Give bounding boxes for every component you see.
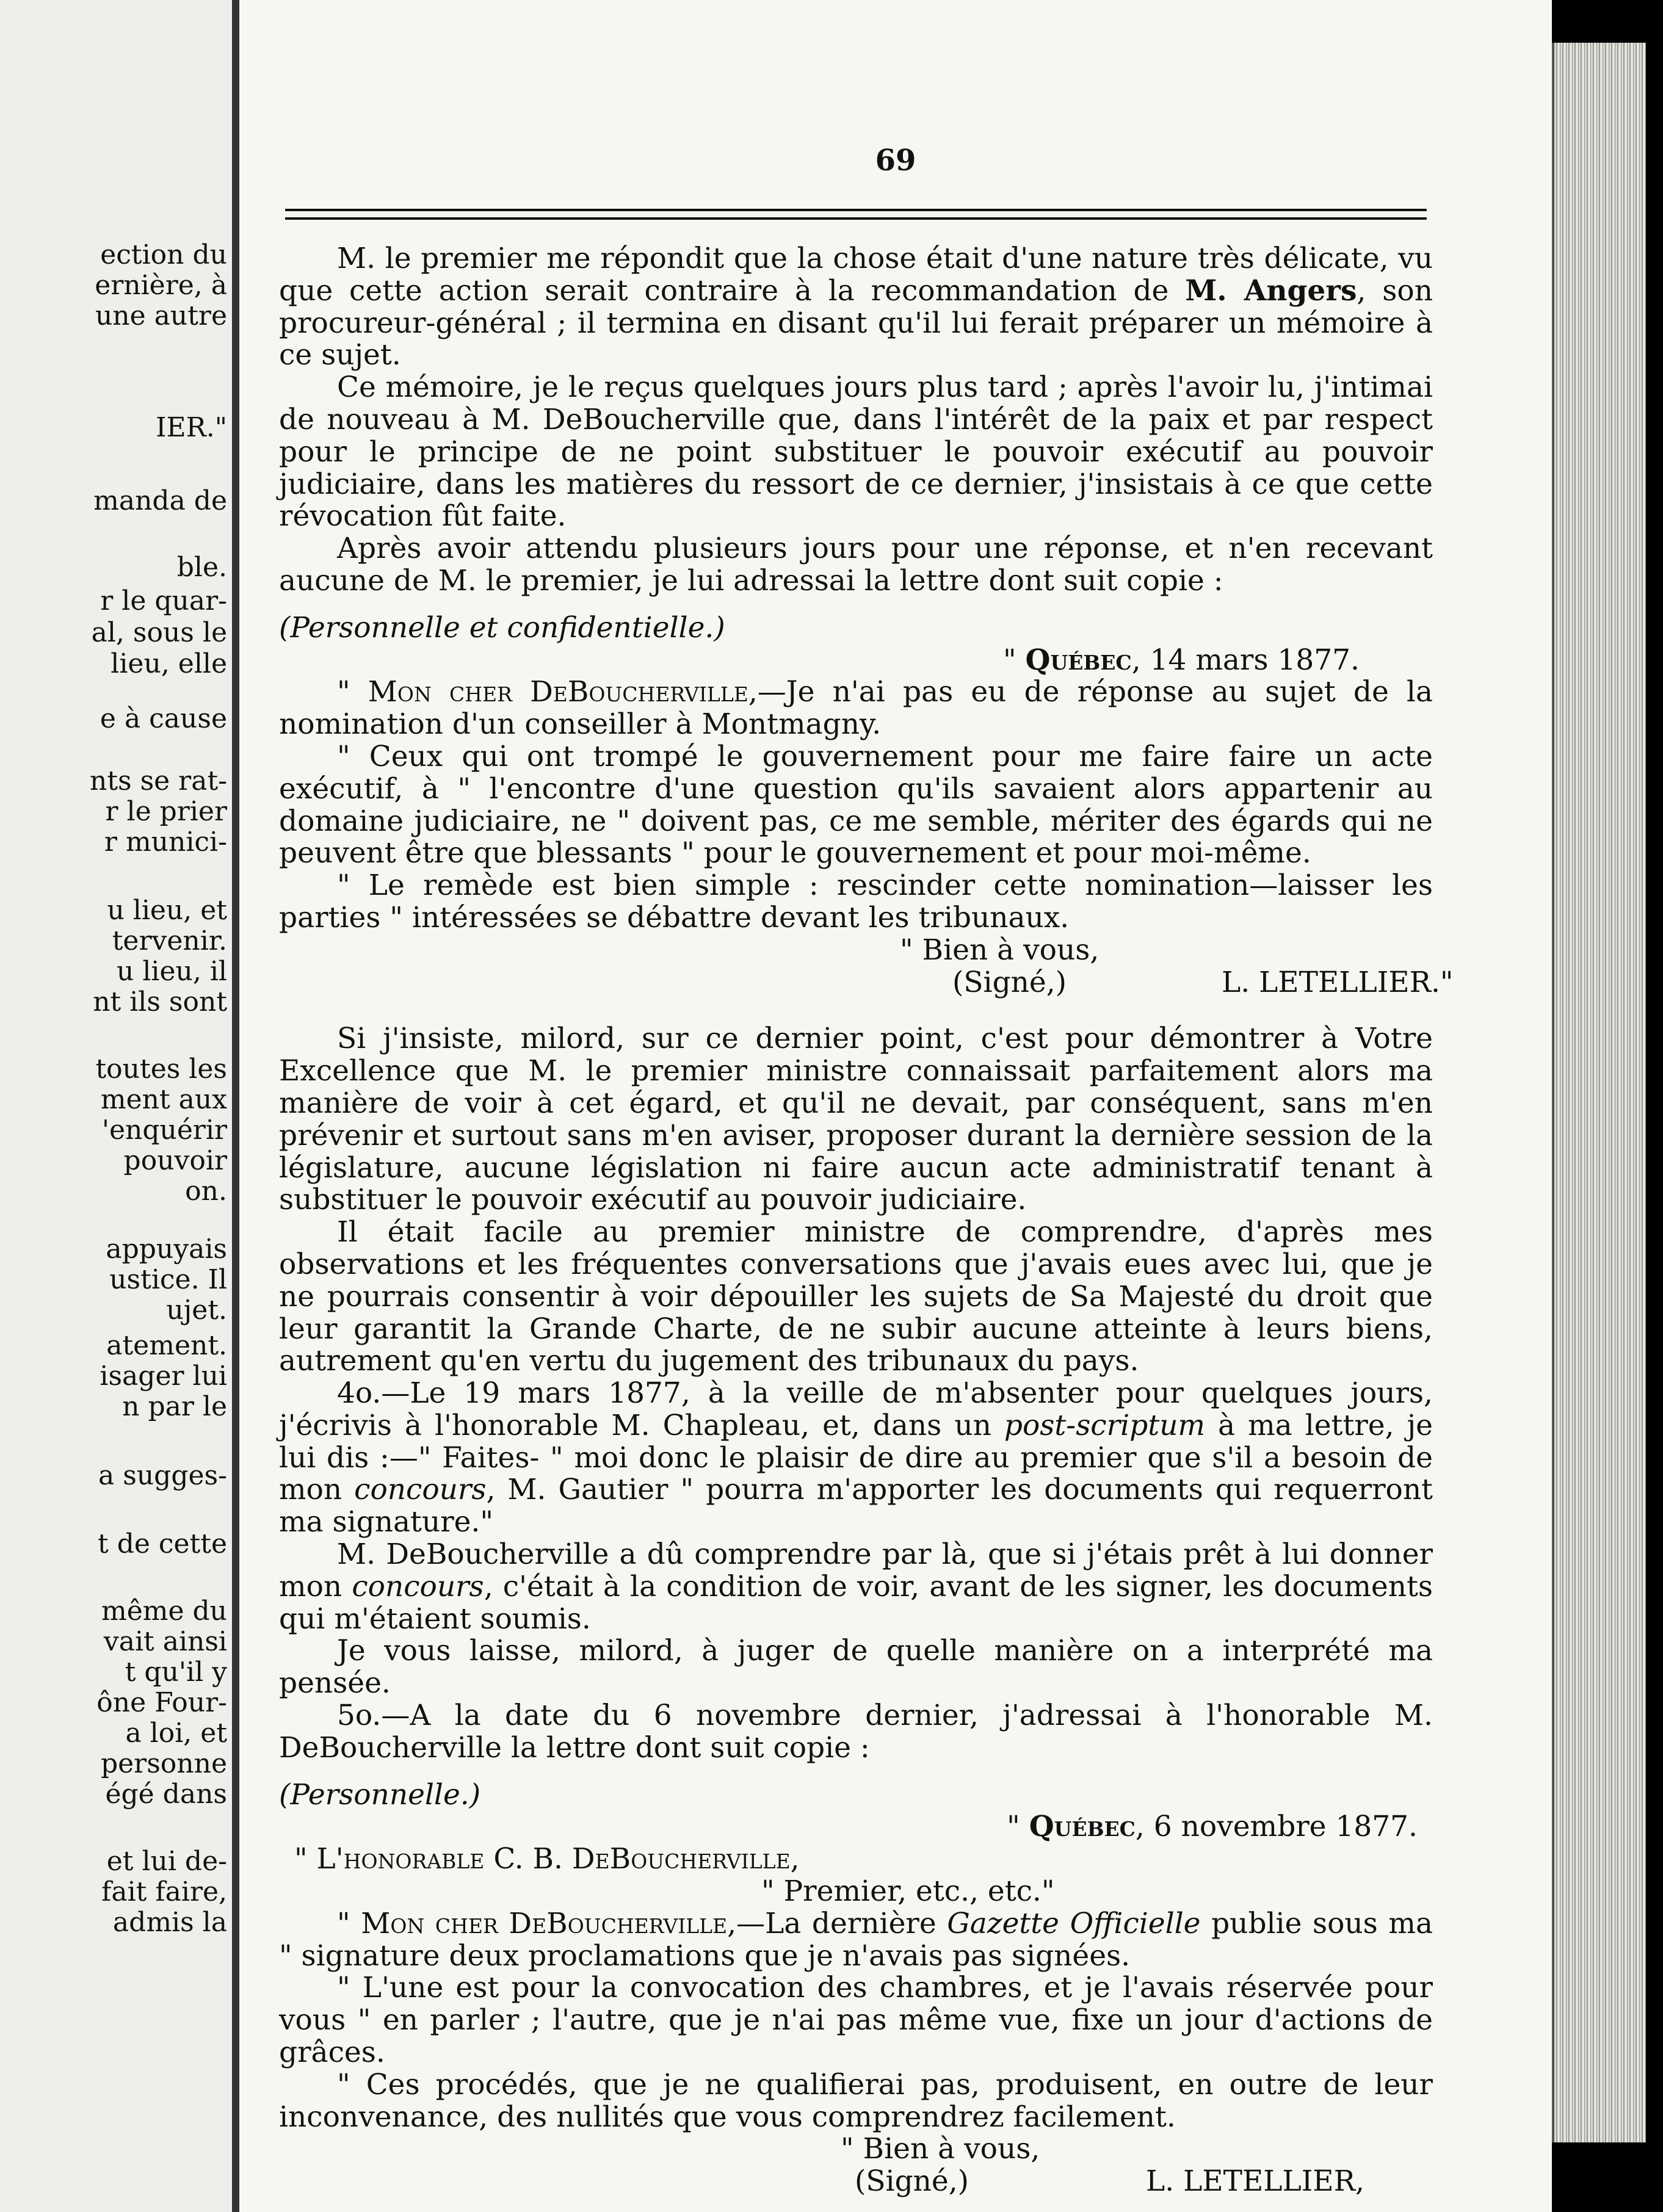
book-gutter (232, 0, 239, 2212)
paragraph-4: Si j'insiste, milord, sur ce dernier point, c'est pour démontrer à Votre Excellence que M. le premier ministre connaissait parfaitement alors ma manière de voir à cet égard, et qu'il ne devait, par conséquent, sans m'en prévenir et surtout sans m'en aviser, proposer durant la dernière session de la législature, aucune législation ni faire aucun acte administratif tenant à substituer le pouvoir exécutif au pouvoir judiciaire. (279, 1022, 1433, 1217)
left-page-line: une autre (95, 300, 227, 331)
left-page-line: r le quar- (100, 585, 227, 616)
paragraph-9: 5o.—A la date du 6 novembre dernier, j'adressai à l'honorable M. DeBoucherville la lettre dont suit copie : (279, 1699, 1433, 1765)
left-page-line: fait faire, (101, 1876, 227, 1907)
paragraph-8: Je vous laisse, milord, à juger de quelle manière on a interprété ma pensée. (279, 1634, 1433, 1701)
left-page-line: toutes les (95, 1054, 227, 1085)
main-page (239, 0, 1552, 2212)
header-double-rule (285, 209, 1427, 220)
left-page-line: pouvoir (123, 1145, 227, 1176)
left-page-line: IER." (156, 412, 227, 443)
left-page-line: e à cause (100, 703, 227, 734)
left-page-line: on. (185, 1176, 227, 1207)
letter2-addressee-title: " Premier, etc., etc." (761, 1874, 1055, 1909)
paragraph-1: M. le premier me répondit que la chose était d'une nature très délicate, vu que cette action serait contraire à la recommandation de M. Angers, son procureur-général ; il termina en disant qu'il lui ferait préparer un mémoire à ce sujet. (279, 242, 1433, 372)
left-page-line: ône Four- (96, 1687, 227, 1718)
letter2-paragraph-3: " Ces procédés, que je ne qualifierai pas, produisent, en outre de leur inconvenance, des nullités que vous comprendrez facilement. (279, 2067, 1433, 2134)
left-page-line: atement. (106, 1330, 227, 1361)
page-text (279, 242, 1454, 2199)
left-page-line: nt ils sont (93, 986, 227, 1017)
left-page-line: manda de (93, 485, 227, 516)
left-page-line: vait ainsi (103, 1626, 227, 1657)
left-page-line: ble. (176, 552, 227, 583)
letter2-addressee: " L'honorable C. B. DeBoucherville, (294, 1842, 800, 1876)
paragraph-7: M. DeBoucherville a dû comprendre par là, que si j'étais prêt à lui donner mon concours, c'était à la condition de voir, avant de les signer, les documents qui m'étaient soumis. (279, 1538, 1433, 1636)
left-page-line: al, sous le (91, 617, 227, 648)
left-page-line: nts se rat- (89, 765, 227, 797)
left-page-line: même du (101, 1596, 227, 1627)
left-page-line: admis la (112, 1907, 227, 1938)
letter2-heading: (Personnelle.) (279, 1777, 481, 1812)
letter1-paragraph-1: " Mon cher DeBoucherville,—Je n'ai pas eu de réponse au sujet de la nomination d'un conseiller à Montmagny. (279, 675, 1433, 742)
left-page-line: ustice. Il (109, 1264, 227, 1295)
letter1-closing: " Bien à vous, (900, 933, 1100, 967)
letter2-signature: (Signé,) L. LETELLIER, (855, 2164, 1364, 2199)
left-page-line: r munici- (104, 826, 227, 858)
left-page-line: t qu'il y (125, 1657, 227, 1688)
book-page-edges (1552, 43, 1646, 2142)
left-facing-page (0, 0, 232, 2212)
left-page-line: r le prier (105, 796, 227, 827)
left-page-line: lieu, elle (111, 648, 227, 679)
letter1-paragraph-3: " Le remède est bien simple : rescinder cette nomination—laisser les parties " intéressées se débattre devant les tribunaux. (279, 869, 1433, 934)
left-page-line: a loi, et (125, 1718, 227, 1749)
left-page-line: ernière, à (95, 270, 227, 301)
left-page-line: et lui de- (106, 1846, 227, 1877)
paragraph-3: Après avoir attendu plusieurs jours pour une réponse, et n'en recevant aucune de M. le premier, je lui adressai la lettre dont suit copie : (279, 532, 1433, 598)
left-page-line: appuyais (106, 1234, 227, 1265)
left-page-line: ection du (100, 239, 227, 270)
page-number: 69 (875, 143, 916, 178)
letter2-paragraph-2: " L'une est pour la convocation des chambres, et je l'avais réservée pour vous " en parler ; l'autre, que je n'ai pas même vue, fixe un jour d'actions de grâces. (279, 1971, 1433, 2070)
left-page-line: égé dans (105, 1779, 227, 1810)
left-page-line: t de cette (98, 1528, 227, 1560)
left-page-line: personne (100, 1748, 227, 1779)
letter2-paragraph-1: " Mon cher DeBoucherville,—La dernière Gazette Officielle publie sous ma " signature deux proclamations que je n'avais pas signées. (279, 1906, 1433, 1973)
paragraph-2: Ce mémoire, je le reçus quelques jours plus tard ; après l'avoir lu, j'intimai de nouveau à M. DeBoucherville que, dans l'intérêt de la paix et par respect pour le principe de ne point substituer le pouvoir exécutif au pouvoir judiciaire, dans les matières du ressort de ce dernier, j'insistais à ce que cette révocation fût faite. (279, 370, 1433, 533)
letter1-heading: (Personnelle et confidentielle.) (279, 610, 725, 645)
letter1-paragraph-2: " Ceux qui ont trompé le gouvernement pour me faire faire un acte exécutif, à " l'encontre d'une question qu'ils savaient alors appartenir au domaine judiciaire, ne " doivent pas, ce me semble, mériter des égards qui ne peuvent être que blessants " pour le gouvernement et pour moi-même. (279, 739, 1433, 870)
left-page-line: a sugges- (98, 1460, 227, 1491)
paragraph-6: 4o.—Le 19 mars 1877, à la veille de m'absenter pour quelques jours, j'écrivis à l'honorable M. Chapleau, et, dans un post-scriptum à ma lettre, je lui dis :—" Faites- " moi donc le plaisir de dire au premier que s'il a besoin de mon concours, M. Gautier " pourra m'apporter les documents qui requerront ma signature." (279, 1376, 1433, 1539)
left-page-line: n par le (122, 1391, 227, 1422)
letter1-signature: (Signé,) L. LETELLIER." (952, 965, 1454, 999)
letter2-date: " Québec, 6 novembre 1877. (1007, 1810, 1418, 1844)
left-page-line: u lieu, et (107, 895, 227, 926)
letter2-closing: " Bien à vous, (841, 2132, 1040, 2166)
letter1-date: " Québec, 14 mars 1877. (1002, 643, 1360, 677)
left-page-line: tervenir. (112, 925, 227, 956)
left-page-line: ment aux (100, 1084, 227, 1115)
paragraph-5: Il était facile au premier ministre de comprendre, d'après mes observations et les fréquentes conversations que j'avais eues avec lui, que je ne pourrais consentir à voir dépouiller les sujets de Sa Majesté du droit que leur garantit la Grande Charte, de ne subir aucune atteinte à leurs biens, autrement qu'en vertu du jugement des tribunaux du pays. (279, 1215, 1433, 1378)
left-page-line: ujet. (166, 1295, 227, 1326)
left-page-line: u lieu, il (117, 956, 227, 987)
left-page-line: isager lui (100, 1361, 227, 1392)
left-page-line: 'enquérir (101, 1115, 227, 1146)
